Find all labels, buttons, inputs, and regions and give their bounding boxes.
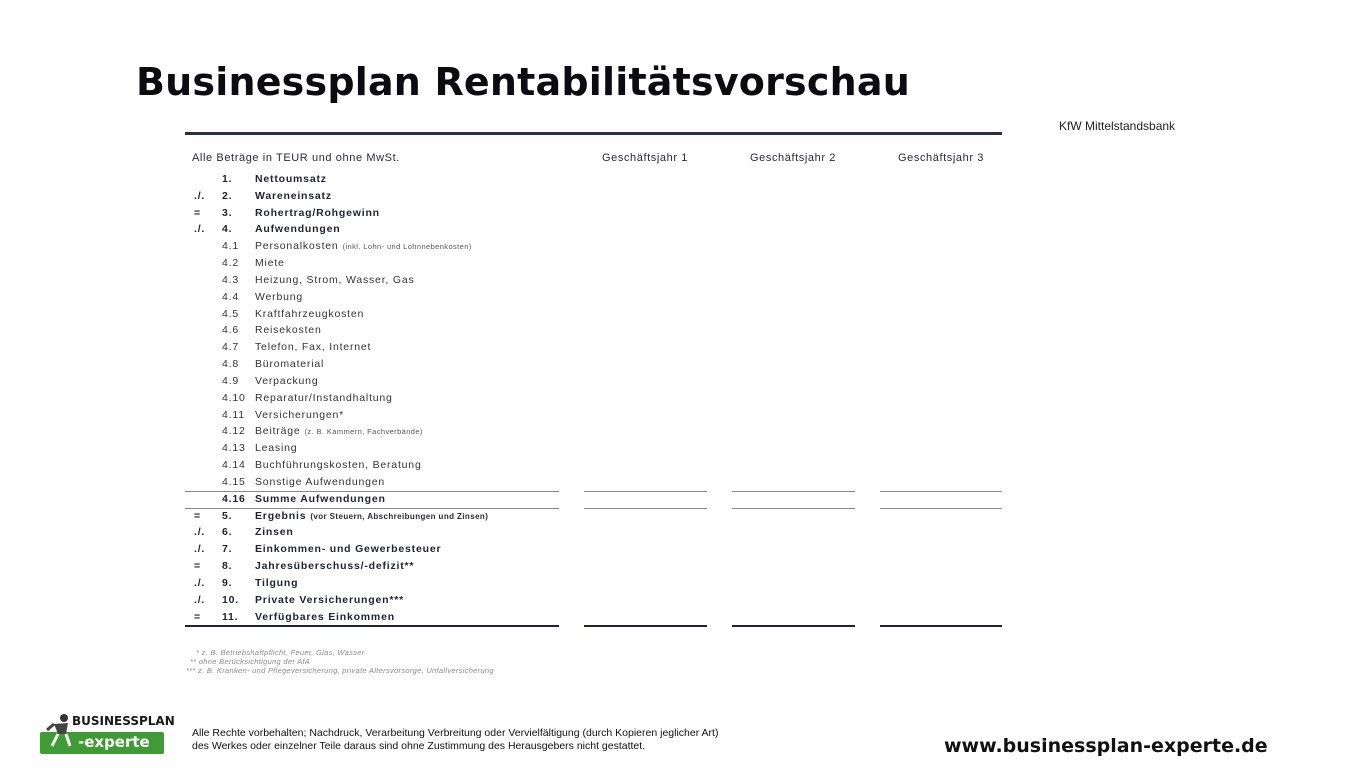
row-number: 4.1 (222, 240, 239, 252)
table-row (185, 341, 565, 357)
table-row (185, 173, 565, 189)
row-label-wrap (255, 543, 441, 555)
row-label-wrap (255, 476, 385, 488)
legal-line-1: Alle Rechte vorbehalten; Nachdruck, Verarbeitung Verbreitung oder Vervielfältigung (durch Kopieren jeglicher Art) (192, 727, 719, 739)
row-label: Ergebnis (255, 510, 307, 522)
table-row (185, 375, 565, 391)
row-label: Werbung (255, 291, 304, 303)
businessplan-experte-logo (40, 712, 175, 756)
value-separator (584, 508, 707, 509)
table-row (185, 223, 565, 239)
table-row (185, 409, 565, 425)
row-operator: = (194, 560, 201, 572)
row-label-wrap (255, 425, 423, 437)
row-label: Verpackung (255, 375, 319, 387)
row-label-wrap (255, 308, 364, 320)
row-label-wrap (255, 510, 488, 522)
table-row (185, 308, 565, 324)
row-label: Wareneinsatz (255, 190, 332, 202)
row-label-wrap (255, 611, 395, 623)
row-number: 4.2 (222, 257, 239, 269)
row-number: 4.11 (222, 409, 245, 421)
row-number: 4.13 (222, 442, 246, 454)
row-label-wrap (255, 324, 322, 336)
row-label-wrap (255, 392, 393, 404)
row-label: Verfügbares Einkommen (255, 611, 395, 623)
row-number: 4.6 (222, 324, 239, 336)
website-link[interactable]: www.businessplan-experte.de (944, 735, 1268, 757)
row-label: Private Versicherungen*** (255, 594, 404, 606)
table-row (185, 594, 565, 610)
header-rule (185, 132, 1002, 135)
row-label: Versicherungen* (255, 409, 345, 421)
row-number: 4.4 (222, 291, 239, 303)
row-number: 5. (222, 510, 233, 522)
row-label: Summe Aufwendungen (255, 493, 386, 505)
row-operator: ./. (194, 223, 206, 235)
row-label: Aufwendungen (255, 223, 341, 235)
value-separator (880, 491, 1002, 492)
table-row (185, 459, 565, 475)
row-label: Büromaterial (255, 358, 325, 370)
row-number: 2. (222, 190, 233, 202)
row-label-wrap (255, 409, 344, 421)
row-label-wrap (255, 274, 415, 286)
row-separator (185, 508, 559, 509)
value-separator (584, 491, 707, 492)
row-label-wrap (255, 526, 294, 538)
row-label-wrap (255, 375, 318, 387)
row-label-wrap (255, 594, 404, 606)
row-operator: = (194, 611, 201, 623)
row-label: Heizung, Strom, Wasser, Gas (255, 274, 415, 286)
row-label: Jahresüberschuss/-defizit** (255, 560, 415, 572)
bank-label: KfW Mittelstandsbank (1059, 119, 1176, 133)
row-number: 4.16 (222, 493, 246, 505)
table-row (185, 476, 565, 492)
row-label: Personalkosten (255, 240, 339, 252)
total-value-rule (880, 625, 1002, 627)
logo-text-bottom: -experte (78, 733, 150, 751)
row-label-wrap (255, 577, 298, 589)
table-row (185, 442, 565, 458)
row-number: 7. (222, 543, 233, 555)
row-label-wrap (255, 207, 380, 219)
row-label: Sonstige Aufwendungen (255, 476, 386, 488)
row-number: 4.7 (222, 341, 239, 353)
row-label-wrap (255, 291, 303, 303)
table-row (185, 543, 565, 559)
row-note: (inkl. Lohn- und Lohnnebenkosten) (342, 242, 472, 251)
figure-logo-icon (44, 712, 74, 752)
row-number: 4.15 (222, 476, 246, 488)
row-label: Kraftfahrzeugkosten (255, 308, 365, 320)
row-label-wrap (255, 190, 332, 202)
table-row (185, 190, 565, 206)
row-number: 4.8 (222, 358, 239, 370)
row-label-wrap (255, 459, 422, 471)
footnote-3: *** z. B. Kranken- und Pflegeversicherung, private Altersvorsorge, Unfallversicherung (186, 666, 494, 675)
table-row (185, 358, 565, 374)
row-label-wrap (255, 173, 327, 185)
row-label-wrap (255, 240, 472, 252)
table-row (185, 526, 565, 542)
row-label: Reisekosten (255, 324, 322, 336)
row-label: Miete (255, 257, 285, 269)
row-number: 4.5 (222, 308, 239, 320)
table-row (185, 291, 565, 307)
row-label: Nettoumsatz (255, 173, 327, 185)
value-separator (732, 491, 855, 492)
row-number: 11. (222, 611, 239, 623)
row-operator: = (194, 207, 201, 219)
table-row (185, 207, 565, 223)
page-title: Businessplan Rentabilitätsvorschau (136, 60, 910, 104)
row-number: 4.14 (222, 459, 246, 471)
column-header-year-3: Geschäftsjahr 3 (897, 152, 985, 164)
total-rule (185, 625, 559, 627)
row-label: Zinsen (255, 526, 294, 538)
row-label: Reparatur/Instandhaltung (255, 392, 393, 404)
amounts-note-header: Alle Beträge in TEUR und ohne MwSt. (192, 152, 400, 164)
column-header-year-1: Geschäftsjahr 1 (601, 152, 689, 164)
row-label-wrap (255, 257, 285, 269)
row-label: Telefon, Fax, Internet (255, 341, 372, 353)
row-label: Buchführungskosten, Beratung (255, 459, 422, 471)
row-number: 10. (222, 594, 239, 606)
row-label-wrap (255, 493, 386, 505)
table-row (185, 493, 565, 509)
row-label-wrap (255, 223, 340, 235)
total-value-rule (584, 625, 707, 627)
row-number: 8. (222, 560, 233, 572)
row-operator: ./. (194, 543, 206, 555)
row-number: 9. (222, 577, 233, 589)
logo-text-top: BUSINESSPLAN (72, 714, 175, 728)
row-label-wrap (255, 358, 324, 370)
footnote-1: * z. B. Betriebshaftpflicht, Feuer, Glas, Wasser (196, 648, 365, 657)
value-separator (732, 508, 855, 509)
row-separator (185, 491, 559, 492)
table-row (185, 577, 565, 593)
row-operator: ./. (194, 526, 206, 538)
footnote-2: ** ohne Berücksichtigung der AfA (190, 657, 311, 666)
row-number: 4. (222, 223, 233, 235)
total-value-rule (732, 625, 855, 627)
table-row (185, 425, 565, 441)
table-row (185, 510, 565, 526)
row-note: (vor Steuern, Abschreibungen und Zinsen) (310, 512, 489, 521)
row-operator: ./. (194, 577, 206, 589)
row-number: 4.12 (222, 425, 246, 437)
table-row (185, 560, 565, 576)
legal-line-2: des Werkes oder einzelner Teile daraus sind ohne Zustimmung des Herausgebers nicht gestattet. (192, 740, 646, 752)
row-number: 4.10 (222, 392, 246, 404)
row-operator: = (194, 510, 201, 522)
row-number: 4.3 (222, 274, 239, 286)
table-row (185, 274, 565, 290)
row-label-wrap (255, 560, 414, 572)
row-note: (z. B. Kammern, Fachverbände) (304, 427, 423, 436)
row-label: Rohertrag/Rohgewinn (255, 207, 380, 219)
row-operator: ./. (194, 594, 206, 606)
value-separator (880, 508, 1002, 509)
row-label-wrap (255, 442, 297, 454)
row-number: 1. (222, 173, 233, 185)
table-row (185, 257, 565, 273)
row-number: 6. (222, 526, 233, 538)
row-operator: ./. (194, 190, 206, 202)
column-header-year-2: Geschäftsjahr 2 (749, 152, 837, 164)
row-label: Beiträge (255, 425, 301, 437)
table-row (185, 324, 565, 340)
legal-notice (192, 727, 718, 753)
row-label: Einkommen- und Gewerbesteuer (255, 543, 442, 555)
row-label-wrap (255, 341, 371, 353)
row-number: 4.9 (222, 375, 239, 387)
row-label: Leasing (255, 442, 298, 454)
row-label: Tilgung (255, 577, 299, 589)
row-number: 3. (222, 207, 233, 219)
table-row (185, 240, 565, 256)
table-row (185, 392, 565, 408)
